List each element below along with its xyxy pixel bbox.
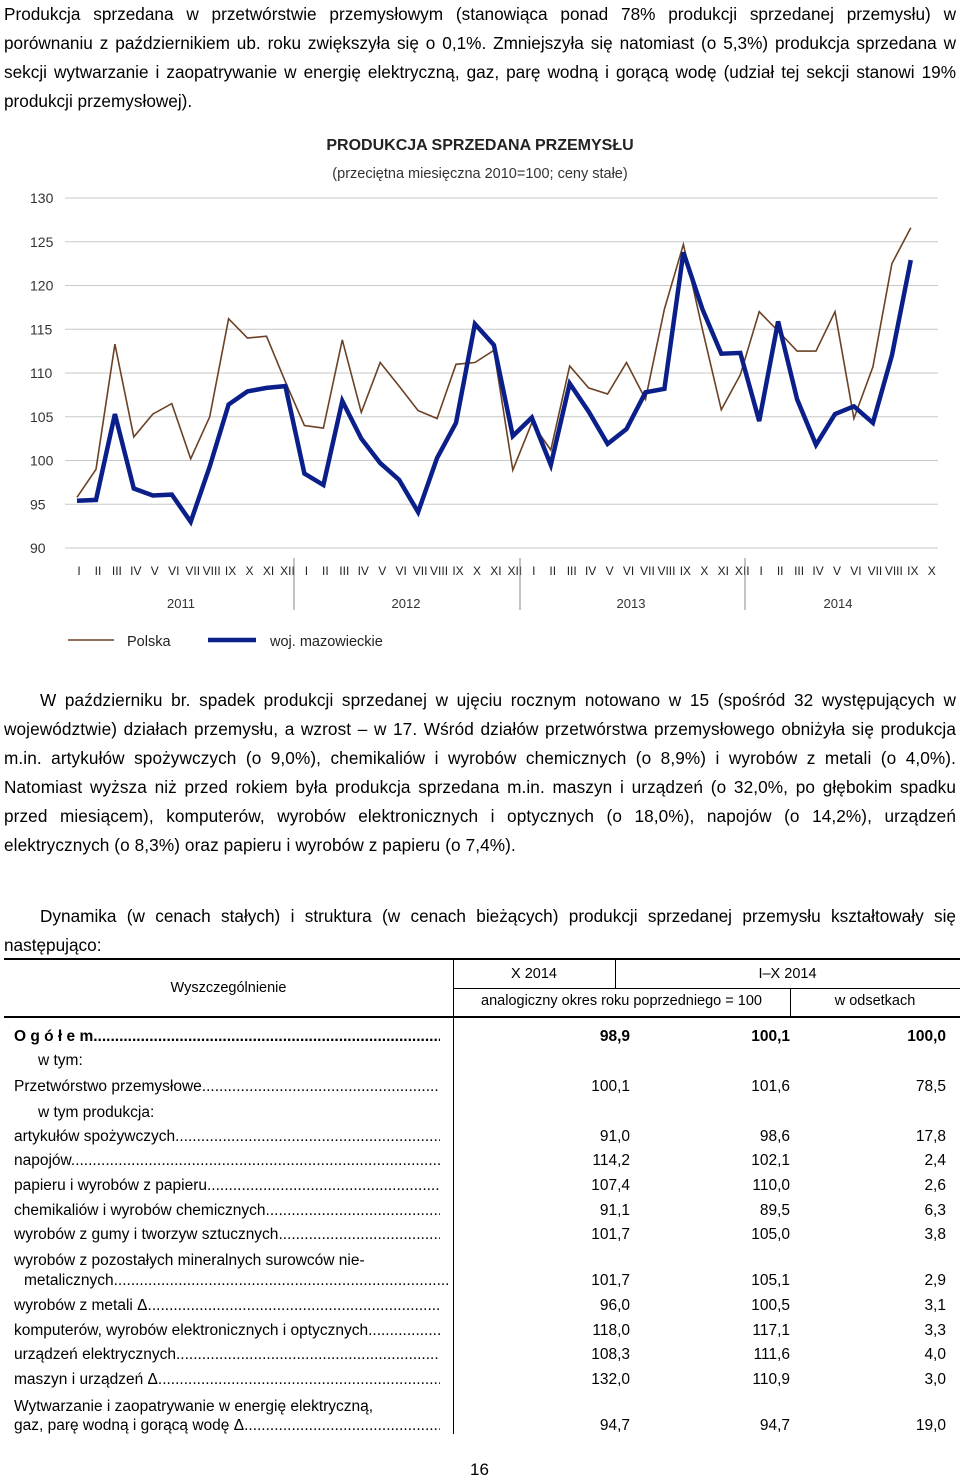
row-value-v1: 114,2 xyxy=(592,1152,630,1169)
x-tick-label: VIII xyxy=(202,564,221,578)
table-row xyxy=(4,1152,960,1176)
x-tick-label: III xyxy=(111,564,122,578)
row-value-v1: 101,7 xyxy=(591,1272,630,1289)
chart-subtitle: (przeciętna miesięczna 2010=100; ceny stałe) xyxy=(332,166,628,182)
row-value-v2: 105,1 xyxy=(751,1272,790,1289)
x-tick-label: XII xyxy=(280,564,295,578)
row-value-v3: 3,3 xyxy=(924,1322,946,1339)
x-tick-label: I xyxy=(759,564,763,578)
header-group-i-x2014: I–X 2014 xyxy=(758,966,817,982)
x-tick-label: II xyxy=(322,564,329,578)
row-value-v2: 94,7 xyxy=(759,1417,790,1434)
y-tick-label: 115 xyxy=(30,321,53,338)
x-tick-label: X xyxy=(700,564,709,578)
row-label: komputerów, wyrobów elektronicznych i optycznych ..... xyxy=(14,1322,440,1340)
table-row xyxy=(4,1346,960,1370)
row-label: wyrobów z gumy i tworzyw sztucznych ..... xyxy=(14,1226,440,1244)
series-line-mazowieckie xyxy=(77,252,911,522)
row-label: maszyn i urządzeń Δ ..... xyxy=(14,1371,440,1389)
x-tick-label: III xyxy=(794,564,805,578)
paragraph-october-text: W październiku br. spadek produkcji sprzedanej w ujęciu rocznym notowano w 15 (spośród 32 występujących w województwie) działach przemysłu, a wzrost – w 17. Wśród działów przetwórstwa przemysłowego obniżyła się produkcja m.in. artykułów spożywczych (o 9,0%), chemikaliów i wyrobów chemicznych (o 8,9%) i wyrobów z metali (o 4,0%). Natomiast wyższa niż przed rokiem była produkcja sprzedana m.in. maszyn i urządzeń (o 32,0%, po głębokim spadku przed miesiącem), komputerów, wyrobów elektronicznych i optycznych (o 18,0%), napojów (o 14,2%), urządzeń elektrycznych (o 8,3%) oraz papieru i wyrobów z papieru (o 7,4%). xyxy=(4,690,956,855)
row-value-v2: 110,0 xyxy=(752,1177,790,1194)
header-sub-percent: w odsetkach xyxy=(834,993,916,1009)
row-value-v3: 78,5 xyxy=(915,1078,946,1095)
x-tick-label: V xyxy=(150,564,159,578)
x-tick-label: IV xyxy=(357,564,369,578)
x-tick-label: III xyxy=(339,564,350,578)
row-label: urządzeń elektrycznych ..... xyxy=(14,1346,440,1364)
paragraph-table-intro xyxy=(4,902,956,960)
table-row xyxy=(4,1078,960,1102)
row-value-v3: 19,0 xyxy=(915,1417,946,1434)
x-tick-label: VII xyxy=(412,564,428,578)
x-tick-label: VII xyxy=(867,564,883,578)
industrial-production-chart xyxy=(0,128,960,658)
x-tick-label: XI xyxy=(490,564,502,578)
x-tick-label: VI xyxy=(622,564,635,578)
row-value-v2: 101,6 xyxy=(751,1078,790,1095)
row-value-v1: 101,7 xyxy=(591,1226,630,1243)
x-tick-label: IX xyxy=(907,564,919,578)
header-col-label: Wyszczególnienie xyxy=(170,980,287,996)
x-tick-label: XI xyxy=(262,564,275,578)
x-tick-label: IX xyxy=(224,564,237,578)
x-tick-label: IV xyxy=(812,564,824,578)
x-tick-label: IV xyxy=(584,564,597,578)
paragraph-october xyxy=(4,686,956,860)
row-value-v3: 6,3 xyxy=(924,1202,946,1219)
row-label: wyrobów z metali Δ ..... xyxy=(14,1297,440,1315)
x-tick-label: VI xyxy=(168,564,180,578)
x-tick-label: VI xyxy=(395,564,407,578)
x-tick-label: II xyxy=(776,564,784,578)
x-tick-label: IV xyxy=(130,564,142,578)
x-tick-label: I xyxy=(77,564,81,578)
legend-label-polska: Polska xyxy=(127,634,171,650)
x-tick-label: V xyxy=(605,564,614,578)
row-label: chemikaliów i wyrobów chemicznych ..... xyxy=(14,1202,440,1220)
y-tick-label: 125 xyxy=(30,233,54,250)
y-tick-label: 105 xyxy=(30,408,54,425)
x-tick-label: X xyxy=(245,564,254,578)
x-tick-label: VIII xyxy=(657,564,676,578)
y-tick-label: 130 xyxy=(30,190,54,206)
row-label: metalicznych ..... xyxy=(24,1272,450,1290)
row-value-v3: 2,4 xyxy=(924,1152,946,1169)
row-value-v1: 96,0 xyxy=(599,1297,630,1314)
row-label: w tym produkcja: xyxy=(38,1104,155,1121)
row-value-v1: 107,4 xyxy=(591,1177,630,1194)
row-value-v1: 91,0 xyxy=(599,1128,630,1145)
header-group-x2014: X 2014 xyxy=(511,966,557,982)
y-tick-label: 90 xyxy=(30,540,46,556)
row-value-v1: 91,1 xyxy=(599,1202,630,1219)
table-row xyxy=(4,1104,960,1128)
row-label: wyrobów z pozostałych mineralnych surowców nie- xyxy=(14,1252,365,1269)
table-row xyxy=(4,1028,960,1052)
y-tick-label: 100 xyxy=(30,452,54,469)
row-value-v3: 2,6 xyxy=(924,1177,946,1194)
table-header-rule-2 xyxy=(4,1016,960,1018)
series-line-polska xyxy=(77,228,911,498)
y-tick-label: 110 xyxy=(30,365,53,381)
table-row xyxy=(4,1177,960,1201)
row-value-v1: 118,0 xyxy=(592,1322,630,1339)
row-value-v3: 4,0 xyxy=(924,1346,946,1363)
x-tick-label: IX xyxy=(452,564,464,578)
row-label: artykułów spożywczych ..... xyxy=(14,1128,440,1146)
x-tick-label: IX xyxy=(679,564,692,578)
row-label: gaz, parę wodną i gorącą wodę Δ ..... xyxy=(14,1417,440,1435)
table-row xyxy=(4,1226,960,1250)
production-table xyxy=(4,958,960,1434)
row-value-v3: 17,8 xyxy=(915,1128,946,1145)
row-value-v2: 100,1 xyxy=(751,1028,790,1045)
paragraph-table-intro-text: Dynamika (w cenach stałych) i struktura (w cenach bieżących) produkcji sprzedanej przemysłu kształtowały się następująco: xyxy=(4,906,956,955)
row-value-v2: 100,5 xyxy=(751,1297,790,1314)
row-value-v1: 108,3 xyxy=(591,1346,630,1363)
x-tick-label: II xyxy=(549,564,557,578)
row-label: O g ó ł e m ..... xyxy=(14,1028,440,1046)
row-value-v2: 98,6 xyxy=(759,1128,790,1145)
row-value-v2: 117,1 xyxy=(752,1322,790,1339)
table-header-rule-1 xyxy=(453,988,960,989)
x-tick-label: III xyxy=(566,564,577,578)
row-label: Przetwórstwo przemysłowe ..... xyxy=(14,1078,440,1096)
x-tick-label: XI xyxy=(717,564,729,578)
chart-title: PRODUKCJA SPRZEDANA PRZEMYSŁU xyxy=(326,137,634,154)
y-tick-label: 95 xyxy=(30,496,46,513)
row-value-v1: 98,9 xyxy=(599,1028,630,1045)
year-label: 2012 xyxy=(391,596,421,611)
page-number: 16 xyxy=(470,1460,489,1479)
table-row xyxy=(4,1322,960,1346)
row-value-v2: 110,9 xyxy=(752,1371,790,1388)
table-row xyxy=(4,1297,960,1321)
row-value-v3: 3,8 xyxy=(924,1226,946,1243)
x-tick-label: VII xyxy=(185,564,201,578)
row-label: Wytwarzanie i zaopatrywanie w energię elektryczną, xyxy=(14,1398,374,1415)
row-value-v2: 111,6 xyxy=(753,1346,790,1363)
row-value-v2: 102,1 xyxy=(751,1152,790,1169)
x-tick-label: I xyxy=(532,564,536,578)
year-label: 2014 xyxy=(823,596,853,611)
row-value-v1: 132,0 xyxy=(591,1371,630,1388)
row-value-v1: 100,1 xyxy=(591,1078,630,1095)
row-value-v3: 100,0 xyxy=(907,1028,946,1045)
row-value-v2: 105,0 xyxy=(751,1226,790,1243)
table-row xyxy=(4,1052,960,1076)
year-label: 2011 xyxy=(167,596,195,611)
row-value-v2: 89,5 xyxy=(759,1202,790,1219)
table-top-rule xyxy=(4,958,960,960)
x-tick-label: V xyxy=(832,564,842,578)
x-tick-label: VIII xyxy=(430,564,449,578)
x-tick-label: VII xyxy=(640,564,655,578)
row-value-v3: 3,1 xyxy=(924,1297,946,1314)
row-label: napojów ..... xyxy=(14,1152,440,1170)
row-label: papieru i wyrobów z papieru ..... xyxy=(14,1177,440,1195)
paragraph-intro: Produkcja sprzedana w przetwórstwie przemysłowym (stanowiąca ponad 78% produkcji sprzedanej przemysłu) w porównaniu z październikiem ub. roku zwiększyła się o 0,1%. Zmniejszyła się natomiast (o 5,3%) produkcja sprzedana w sekcji wytwarzanie i zaopatrywanie w energię elektryczną, gaz, parę wodną i gorącą wodę (udział tej sekcji stanowi 19% produkcji przemysłowej). xyxy=(4,4,956,111)
table-row xyxy=(4,1128,960,1152)
x-tick-label: X xyxy=(927,564,936,578)
x-tick-label: XII xyxy=(507,564,523,578)
table-row xyxy=(4,1371,960,1395)
year-label: 2013 xyxy=(616,596,646,611)
row-value-v1: 94,7 xyxy=(599,1417,630,1434)
header-sub-index: analogiczny okres roku poprzedniego = 100 xyxy=(481,993,762,1009)
row-value-v3: 3,0 xyxy=(924,1371,946,1388)
x-tick-label: II xyxy=(94,564,102,578)
x-tick-label: X xyxy=(472,564,481,578)
x-tick-label: XII xyxy=(734,564,750,578)
y-tick-label: 120 xyxy=(30,277,54,294)
table-row xyxy=(4,1417,960,1441)
x-tick-label: V xyxy=(378,564,387,578)
x-tick-label: VIII xyxy=(884,564,903,578)
row-label: w tym: xyxy=(38,1052,83,1069)
table-row xyxy=(4,1272,960,1296)
row-value-v3: 2,9 xyxy=(924,1272,946,1289)
x-tick-label: VI xyxy=(850,564,862,578)
table-row xyxy=(4,1202,960,1226)
x-tick-label: I xyxy=(304,564,309,578)
legend-label-mazowieckie: woj. mazowieckie xyxy=(270,634,383,650)
